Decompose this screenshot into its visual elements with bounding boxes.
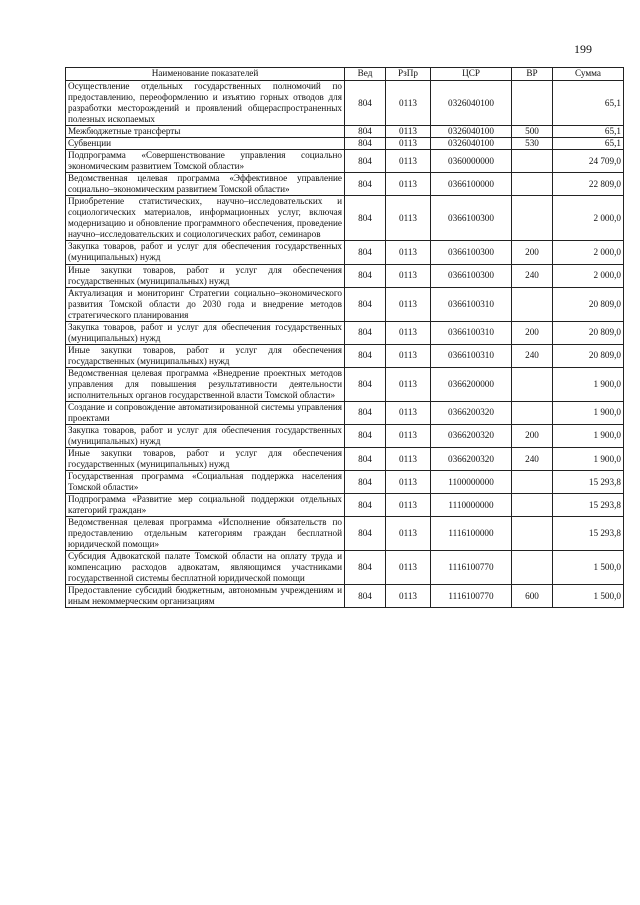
table-body (66, 81, 624, 608)
row-csr: 0366100000 (431, 173, 512, 196)
row-vr (512, 471, 553, 494)
table-row (66, 150, 624, 173)
row-ved: 804 (345, 471, 386, 494)
row-sum: 22 809,0 (553, 173, 624, 196)
page-number: 199 (574, 42, 592, 56)
row-ved: 804 (345, 517, 386, 551)
row-name: Подпрограмма «Развитие мер социальной поддержки отдельных категорий граждан» (66, 494, 345, 517)
table-row (66, 471, 624, 494)
row-csr: 0366100300 (431, 264, 512, 287)
row-sum: 1 900,0 (553, 367, 624, 401)
row-name: Ведомственная целевая программа «Исполнение обязательств по предоставлению отдельным категориям граждан бесплатной юридической помощи» (66, 517, 345, 551)
row-vr (512, 494, 553, 517)
row-ved: 804 (345, 401, 386, 424)
row-name: Закупка товаров, работ и услуг для обеспечения государственных (муниципальных) нужд (66, 321, 345, 344)
row-ved: 804 (345, 287, 386, 321)
row-csr: 0366200320 (431, 424, 512, 447)
row-ved: 804 (345, 196, 386, 241)
row-sum: 15 293,8 (553, 517, 624, 551)
row-name: Иные закупки товаров, работ и услуг для обеспечения государственных (муниципальных) нужд (66, 344, 345, 367)
row-csr: 0360000000 (431, 150, 512, 173)
row-rzpr: 0113 (386, 401, 431, 424)
row-ved: 804 (345, 344, 386, 367)
row-ved: 804 (345, 424, 386, 447)
row-vr: 240 (512, 448, 553, 471)
row-vr (512, 173, 553, 196)
row-sum: 20 809,0 (553, 321, 624, 344)
row-csr: 0366100310 (431, 321, 512, 344)
row-name: Закупка товаров, работ и услуг для обеспечения государственных (муниципальных) нужд (66, 241, 345, 264)
row-ved: 804 (345, 494, 386, 517)
row-ved: 804 (345, 367, 386, 401)
row-ved: 804 (345, 321, 386, 344)
row-csr: 1116100000 (431, 517, 512, 551)
budget-table (65, 67, 624, 608)
row-rzpr: 0113 (386, 150, 431, 173)
row-name: Иные закупки товаров, работ и услуг для обеспечения государственных (муниципальных) нужд (66, 264, 345, 287)
row-rzpr: 0113 (386, 448, 431, 471)
row-vr: 200 (512, 241, 553, 264)
row-ved: 804 (345, 264, 386, 287)
table-row (66, 585, 624, 608)
row-rzpr: 0113 (386, 196, 431, 241)
column-header-vr: ВР (512, 68, 553, 81)
row-ved: 804 (345, 551, 386, 585)
row-ved: 804 (345, 138, 386, 150)
row-rzpr: 0113 (386, 264, 431, 287)
table-row (66, 367, 624, 401)
row-rzpr: 0113 (386, 344, 431, 367)
row-csr: 0366100310 (431, 344, 512, 367)
row-name: Иные закупки товаров, работ и услуг для обеспечения государственных (муниципальных) нужд (66, 448, 345, 471)
column-header-name: Наименование показателей (66, 68, 345, 81)
row-csr: 0366200320 (431, 401, 512, 424)
row-name: Государственная программа «Социальная поддержка населения Томской области» (66, 471, 345, 494)
row-vr (512, 150, 553, 173)
row-name: Межбюджетные трансферты (66, 126, 345, 138)
row-rzpr: 0113 (386, 81, 431, 126)
row-sum: 1 900,0 (553, 401, 624, 424)
row-rzpr: 0113 (386, 424, 431, 447)
row-csr: 1116100770 (431, 551, 512, 585)
table-row (66, 287, 624, 321)
row-rzpr: 0113 (386, 367, 431, 401)
row-csr: 1110000000 (431, 494, 512, 517)
row-rzpr: 0113 (386, 585, 431, 608)
table-row (66, 173, 624, 196)
row-name: Субвенции (66, 138, 345, 150)
column-header-csr: ЦСР (431, 68, 512, 81)
row-sum: 2 000,0 (553, 241, 624, 264)
table-row (66, 126, 624, 138)
row-sum: 15 293,8 (553, 471, 624, 494)
row-vr: 500 (512, 126, 553, 138)
row-sum: 24 709,0 (553, 150, 624, 173)
column-header-ved: Вед (345, 68, 386, 81)
row-rzpr: 0113 (386, 138, 431, 150)
row-vr (512, 517, 553, 551)
row-name: Подпрограмма «Совершенствование управления социально экономическим развитием Томской области» (66, 150, 345, 173)
row-rzpr: 0113 (386, 241, 431, 264)
row-sum: 20 809,0 (553, 344, 624, 367)
table-row (66, 551, 624, 585)
table-row (66, 494, 624, 517)
row-sum: 2 000,0 (553, 196, 624, 241)
row-rzpr: 0113 (386, 494, 431, 517)
row-csr: 1116100770 (431, 585, 512, 608)
row-name: Субсидия Адвокатской палате Томской области на оплату труда и компенсацию расходов адвокатам, являющимся участниками государственной системы бесплатной юридической помощи (66, 551, 345, 585)
row-name: Приобретение статистических, научно–исследовательских и социологических материалов, информационных услуг, включая модернизацию и обновление программного обеспечения, проведение научно–исследовательских и социологических работ, семинаров (66, 196, 345, 241)
row-sum: 20 809,0 (553, 287, 624, 321)
row-vr: 240 (512, 264, 553, 287)
row-rzpr: 0113 (386, 471, 431, 494)
row-ved: 804 (345, 81, 386, 126)
row-csr: 0366200000 (431, 367, 512, 401)
table-row (66, 344, 624, 367)
row-name: Ведомственная целевая программа «Эффективное управление социально–экономическим развитием Томской области» (66, 173, 345, 196)
row-rzpr: 0113 (386, 126, 431, 138)
row-vr (512, 367, 553, 401)
row-rzpr: 0113 (386, 173, 431, 196)
row-name: Осуществление отдельных государственных полномочий по предоставлению, переоформлению и изъятию горных отводов для разработки месторождений и проявлений общераспространенных полезных ископаемых (66, 81, 345, 126)
row-sum: 65,1 (553, 138, 624, 150)
row-csr: 0366100300 (431, 241, 512, 264)
row-vr (512, 81, 553, 126)
row-ved: 804 (345, 126, 386, 138)
row-name: Закупка товаров, работ и услуг для обеспечения государственных (муниципальных) нужд (66, 424, 345, 447)
row-name: Создание и сопровождение автоматизированной системы управления проектами (66, 401, 345, 424)
row-sum: 15 293,8 (553, 494, 624, 517)
row-csr: 0326040100 (431, 81, 512, 126)
row-ved: 804 (345, 448, 386, 471)
table-row (66, 448, 624, 471)
row-sum: 65,1 (553, 126, 624, 138)
row-ved: 804 (345, 585, 386, 608)
table-row (66, 196, 624, 241)
row-vr: 600 (512, 585, 553, 608)
row-name: Ведомственная целевая программа «Внедрение проектных методов управления для повышения результативности деятельности исполнительных органов государственной власти Томской области» (66, 367, 345, 401)
column-header-rzpr: РзПр (386, 68, 431, 81)
row-sum: 2 000,0 (553, 264, 624, 287)
row-rzpr: 0113 (386, 321, 431, 344)
row-ved: 804 (345, 173, 386, 196)
table-row (66, 321, 624, 344)
row-sum: 1 900,0 (553, 448, 624, 471)
row-vr: 200 (512, 321, 553, 344)
row-csr: 0366200320 (431, 448, 512, 471)
table-row (66, 81, 624, 126)
row-sum: 1 500,0 (553, 551, 624, 585)
row-sum: 65,1 (553, 81, 624, 126)
row-rzpr: 0113 (386, 551, 431, 585)
row-csr: 1100000000 (431, 471, 512, 494)
row-ved: 804 (345, 241, 386, 264)
row-vr: 200 (512, 424, 553, 447)
table-row (66, 264, 624, 287)
row-vr (512, 287, 553, 321)
table-row (66, 241, 624, 264)
row-rzpr: 0113 (386, 287, 431, 321)
column-header-sum: Сумма (553, 68, 624, 81)
row-sum: 1 500,0 (553, 585, 624, 608)
row-csr: 0326040100 (431, 138, 512, 150)
row-vr (512, 401, 553, 424)
row-name: Предоставление субсидий бюджетным, автономным учреждениям и иным некоммерческим организациям (66, 585, 345, 608)
table-row (66, 517, 624, 551)
row-vr: 240 (512, 344, 553, 367)
row-vr: 530 (512, 138, 553, 150)
table-header-row (66, 68, 624, 81)
table-row (66, 138, 624, 150)
table-row (66, 424, 624, 447)
row-csr: 0366100310 (431, 287, 512, 321)
row-sum: 1 900,0 (553, 424, 624, 447)
table-row (66, 401, 624, 424)
row-csr: 0366100300 (431, 196, 512, 241)
row-csr: 0326040100 (431, 126, 512, 138)
row-ved: 804 (345, 150, 386, 173)
row-vr (512, 551, 553, 585)
row-name: Актуализация и мониторинг Стратегии социально–экономического развития Томской области до 2030 года и внедрение методов стратегического планирования (66, 287, 345, 321)
row-vr (512, 196, 553, 241)
row-rzpr: 0113 (386, 517, 431, 551)
